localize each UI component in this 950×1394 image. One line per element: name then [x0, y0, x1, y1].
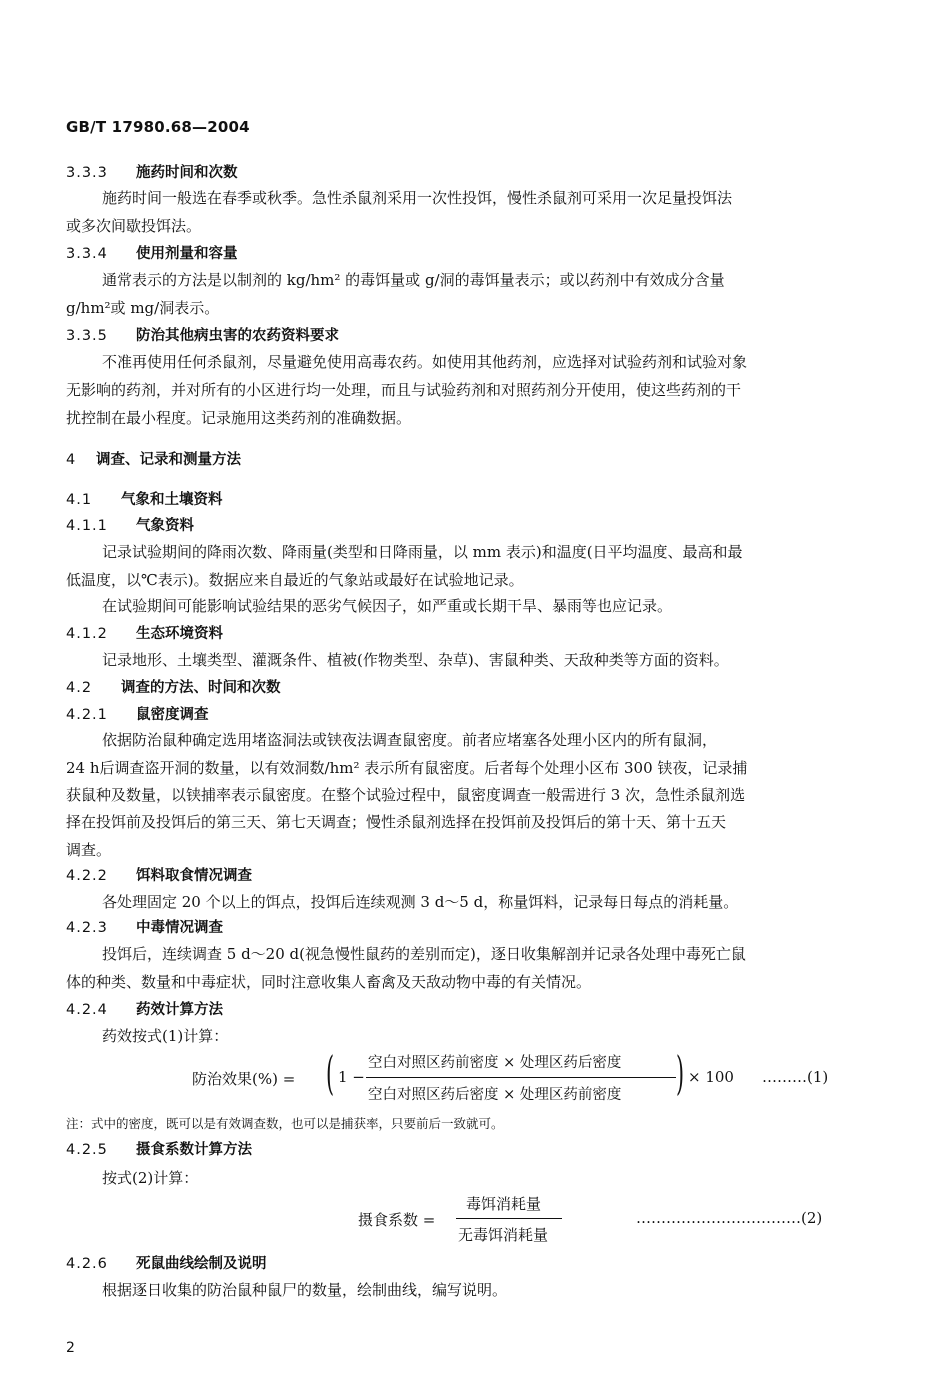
- heading-title: 防治其他病虫害的农药资料要求: [136, 328, 339, 344]
- paragraph-line: 记录地形、土壤类型、灌溉条件、植被(作物类型、杂草)、害鼠种类、天敌种类等方面的资料。: [102, 651, 729, 669]
- formula-right-paren: ): [676, 1046, 685, 1100]
- heading-3-3-3: [66, 163, 238, 183]
- heading-title: 饵料取食情况调查: [136, 868, 252, 884]
- heading-number: 4.2.1: [66, 707, 108, 723]
- heading-title: 药效计算方法: [136, 1002, 223, 1018]
- heading-title: 鼠密度调查: [136, 707, 209, 723]
- formula-denominator: 空白对照区药后密度 × 处理区药前密度: [368, 1087, 622, 1103]
- fraction-bar: [366, 1077, 676, 1078]
- paragraph-line: 根据逐日收集的防治鼠种鼠尸的数量，绘制曲线，编写说明。: [102, 1281, 508, 1299]
- paragraph-line: 调查。: [66, 841, 112, 859]
- paragraph-line: 在试验期间可能影响试验结果的恶劣气候因子，如严重或长期干旱、暴雨等也应记录。: [102, 597, 673, 615]
- heading-4-1-1: [66, 516, 194, 536]
- formula-lhs: 防治效果(%) =: [192, 1070, 296, 1088]
- heading-4-1-2: [66, 624, 223, 644]
- heading-title: 死鼠曲线绘制及说明: [136, 1256, 267, 1272]
- heading-title: 中毒情况调查: [136, 920, 223, 936]
- heading-number: 3.3.4: [66, 246, 108, 262]
- paragraph-line: 按式(2)计算：: [102, 1169, 199, 1187]
- formula-denominator: 无毒饵消耗量: [458, 1226, 549, 1244]
- paragraph-line: 施药时间一般选在春季或秋季。急性杀鼠剂采用一次性投饵，慢性杀鼠剂可采用一次足量投饵法: [102, 189, 733, 207]
- heading-title: 调查、记录和测量方法: [96, 452, 241, 468]
- paragraph-line: 扰控制在最小程度。记录施用这类药剂的准确数据。: [66, 409, 412, 427]
- heading-number: 4.2.2: [66, 868, 108, 884]
- formula-note: 注：式中的密度，既可以是有效调查数，也可以是捕获率，只要前后一致就可。: [66, 1116, 504, 1131]
- heading-4-2-5: [66, 1140, 252, 1160]
- heading-3-3-5: [66, 326, 339, 346]
- paragraph-line: 不准再使用任何杀鼠剂，尽量避免使用高毒农药。如使用其他药剂，应选择对试验药剂和试验对象: [102, 353, 748, 371]
- heading-number: 3.3.3: [66, 165, 108, 181]
- paragraph-line: 记录试验期间的降雨次数、降雨量(类型和日降雨量，以 mm 表示)和温度(日平均温度、最高和最: [102, 543, 743, 561]
- heading-title: 摄食系数计算方法: [136, 1142, 252, 1158]
- formula-tag: ……………………………(2): [636, 1209, 823, 1227]
- paragraph-line: 投饵后，连续调查 5 d～20 d(视急慢性鼠药的差别而定)，逐日收集解剖并记录各处理中毒死亡鼠: [102, 945, 746, 963]
- heading-4-2-1: [66, 705, 209, 725]
- heading-4-2-6: [66, 1254, 267, 1274]
- paragraph-line: 药效按式(1)计算：: [102, 1027, 229, 1045]
- paragraph-line: 24 h后调查盗开洞的数量，以有效洞数/hm² 表示所有鼠密度。后者每个处理小区布 300 铗夜，记录捕: [66, 759, 748, 777]
- heading-title: 施药时间和次数: [136, 165, 238, 181]
- heading-4-2-4: [66, 1000, 223, 1020]
- paragraph-line: 通常表示的方法是以制剂的 kg/hm² 的毒饵量或 g/洞的毒饵量表示；或以药剂中有效成分含量: [102, 271, 725, 289]
- heading-number: 4: [66, 452, 77, 468]
- paragraph-line: 获鼠种及数量，以铗捕率表示鼠密度。在整个试验过程中，鼠密度调查一般需进行 3 次，急性杀鼠剂选: [66, 786, 746, 804]
- heading-number: 3.3.5: [66, 328, 108, 344]
- paragraph-line: g/hm²或 mg/洞表示。: [66, 299, 220, 317]
- formula-numerator: 毒饵消耗量: [466, 1195, 542, 1213]
- heading-number: 4.2.4: [66, 1002, 108, 1018]
- paragraph-line: 体的种类、数量和中毒症状，同时注意收集人畜禽及天敌动物中毒的有关情况。: [66, 973, 592, 991]
- heading-4-1: [66, 490, 223, 510]
- paragraph-line: 依据防治鼠种确定选用堵盗洞法或铗夜法调查鼠密度。前者应堵塞各处理小区内的所有鼠洞，: [102, 731, 718, 749]
- paragraph-line: 低温度，以℃表示)。数据应来自最近的气象站或最好在试验地记录。: [66, 571, 524, 589]
- formula-multiplier: × 100: [688, 1068, 734, 1086]
- heading-number: 4.1.2: [66, 626, 108, 642]
- fraction-bar: [456, 1218, 562, 1219]
- heading-number: 4.1: [66, 492, 93, 508]
- page-number: 2: [66, 1340, 75, 1356]
- heading-4-2-3: [66, 918, 223, 938]
- formula-lhs: 摄食系数 =: [358, 1211, 436, 1229]
- formula-one-minus: 1 −: [338, 1068, 365, 1086]
- paragraph-line: 择在投饵前及投饵后的第三天、第七天调查；慢性杀鼠剂选择在投饵前及投饵后的第十天、第十五天: [66, 813, 727, 831]
- heading-title: 生态环境资料: [136, 626, 223, 642]
- heading-title: 气象和土壤资料: [121, 492, 223, 508]
- formula-left-paren: (: [326, 1046, 335, 1100]
- heading-number: 4.2.3: [66, 920, 108, 936]
- heading-number: 4.2.6: [66, 1256, 108, 1272]
- formula-tag: ………(1): [762, 1068, 829, 1086]
- heading-title: 使用剂量和容量: [136, 246, 238, 262]
- heading-title: 调查的方法、时间和次数: [121, 680, 281, 696]
- heading-title: 气象资料: [136, 518, 194, 534]
- heading-4-2-2: [66, 866, 252, 886]
- heading-4: [66, 450, 241, 470]
- heading-number: 4.1.1: [66, 518, 108, 534]
- paragraph-line: 各处理固定 20 个以上的饵点，投饵后连续观测 3 d～5 d，称量饵料，记录每日每点的消耗量。: [102, 893, 739, 911]
- standard-number: GB/T 17980.68—2004: [66, 118, 250, 136]
- heading-number: 4.2: [66, 680, 93, 696]
- heading-number: 4.2.5: [66, 1142, 108, 1158]
- formula-numerator: 空白对照区药前密度 × 处理区药后密度: [368, 1055, 622, 1071]
- paragraph-line: 无影响的药剂，并对所有的小区进行均一处理，而且与试验药剂和对照药剂分开使用，使这些药剂的干: [66, 381, 742, 399]
- paragraph-line: 或多次间歇投饵法。: [66, 217, 202, 235]
- heading-4-2: [66, 678, 281, 698]
- heading-3-3-4: [66, 244, 238, 264]
